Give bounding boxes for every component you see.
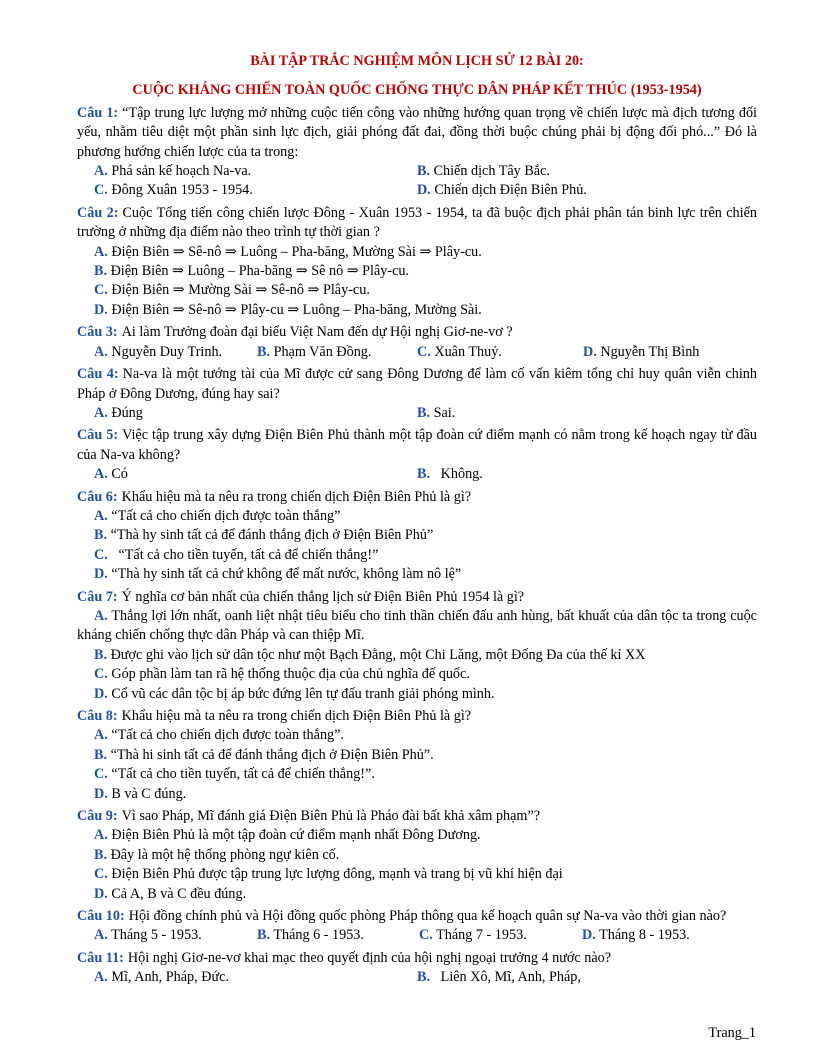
question-number: Câu 2: bbox=[77, 204, 119, 221]
option-a[interactable]: A. Điện Biên Phủ là một tập đoàn cứ điểm mạnh nhất Đông Dương. bbox=[94, 827, 481, 844]
question-11 bbox=[77, 949, 757, 988]
option-a[interactable]: A. Phá sản kế hoạch Na-va. bbox=[94, 163, 252, 180]
document-title: BÀI TẬP TRẮC NGHIỆM MÔN LỊCH SỬ 12 BÀI 20: bbox=[250, 53, 584, 69]
option-a[interactable]: A. Có bbox=[94, 466, 128, 483]
question-text: Khẩu hiệu mà ta nêu ra trong chiến dịch Điện Biên Phủ là gì? bbox=[121, 708, 472, 724]
question-number: Câu 3: bbox=[77, 324, 118, 341]
option-a[interactable]: A. “Tất cả cho chiến dịch được toàn thắng” bbox=[94, 507, 341, 524]
question-7 bbox=[77, 588, 757, 704]
option-a[interactable]: A. Điện Biên ⇒ Sê-nô ⇒ Luông – Pha-băng, Mường Sài ⇒ Plây-cu. bbox=[94, 243, 482, 260]
option-b[interactable]: B. Điện Biên ⇒ Luông – Pha-băng ⇒ Sê nô ⇒ Plây-cu. bbox=[94, 263, 410, 280]
option-c[interactable]: C. Tháng 7 - 1953. bbox=[419, 927, 527, 944]
question-text: Vì sao Pháp, Mĩ đánh giá Điện Biên Phủ là Pháo đài bất khả xâm phạm”? bbox=[121, 808, 541, 825]
option-d[interactable]: D. Cổ vũ các dân tộc bị áp bức đứng lên tự đấu tranh giải phóng mình. bbox=[94, 685, 495, 702]
question-5 bbox=[77, 426, 757, 484]
document-page bbox=[77, 52, 757, 991]
question-8 bbox=[77, 707, 757, 804]
option-d[interactable]: D. “Thà hy sinh tất cả chứ không để mất nước, không làm nô lệ” bbox=[94, 566, 462, 583]
question-text: Ý nghĩa cơ bản nhất của chiến thắng lịch sử Điện Biên Phủ 1954 là gì? bbox=[121, 588, 525, 605]
question-text: Cuộc Tổng tiến công chiến lược Đông - Xuân 1953 - 1954, ta đã buộc địch phải phân tán binh lực trên chiến trường ở những địa điểm nào theo trình tự thời gian ? bbox=[77, 204, 757, 241]
question-number: Câu 4: bbox=[77, 366, 119, 383]
option-c[interactable]: C. “Tất cả cho tiền tuyến, tất cả để chiến thắng!”. bbox=[94, 766, 375, 783]
question-number: Câu 8: bbox=[77, 708, 118, 724]
option-b[interactable]: B. Không. bbox=[417, 466, 483, 483]
option-b[interactable]: B. Chiến dịch Tây Bắc. bbox=[417, 163, 550, 180]
question-number: Câu 7: bbox=[77, 588, 118, 605]
option-a[interactable]: A. Tháng 5 - 1953. bbox=[94, 927, 202, 944]
option-d[interactable]: D. Cả A, B và C đều đúng. bbox=[94, 885, 247, 902]
question-4 bbox=[77, 365, 757, 423]
question-text: Hội nghị Giơ-ne-vơ khai mạc theo quyết định của hội nghị ngoại trưởng 4 nước nào? bbox=[127, 949, 612, 966]
option-c[interactable]: C. Xuân Thuỷ. bbox=[417, 343, 502, 360]
question-number: Câu 10: bbox=[77, 908, 125, 925]
question-1 bbox=[77, 104, 757, 201]
question-6 bbox=[77, 488, 757, 585]
question-text: Khẩu hiệu mà ta nêu ra trong chiến dịch Điện Biên Phủ là gì? bbox=[121, 488, 472, 505]
question-text: Na-va là một tướng tài của Mĩ được cử sang Đông Dương để làm cố vấn kiêm tổng chỉ huy quân viễn chinh Pháp ở Đông Dương, đúng hay sai? bbox=[77, 366, 757, 402]
option-a[interactable]: A. Thắng lợi lớn nhất, oanh liệt nhật tiêu biểu cho tinh thần chiến đấu anh hùng, bất khuất của dân tộc ta trong cuộc kháng chiến chống thực dân Pháp và can thiệp Mĩ. bbox=[77, 607, 757, 644]
option-d[interactable]: D. Nguyễn Thị Bình bbox=[583, 343, 700, 360]
question-number: Câu 5: bbox=[77, 427, 119, 444]
option-d[interactable]: D. Chiến dịch Điện Biên Phủ. bbox=[417, 182, 587, 199]
option-d[interactable]: D. Điện Biên ⇒ Sê-nô ⇒ Plây-cu ⇒ Luông – Pha-băng, Mường Sài. bbox=[94, 301, 482, 318]
question-text: “Tập trung lực lượng mở những cuộc tiến công vào những hướng quan trọng về chiến lược mà địch tương đối yếu, nhằm tiêu diệt một phần sinh lực địch, giải phóng đất đai, đồng thời buộc chúng phải bị động đối phó...” Đó là phương hướng chiến lược của ta trong: bbox=[77, 104, 757, 160]
option-b[interactable]: B. “Thà hi sinh tất cả để đánh thắng địch ở Điện Biên Phủ”. bbox=[94, 746, 434, 763]
option-a[interactable]: A. Nguyễn Duy Trinh. bbox=[94, 343, 223, 360]
question-2 bbox=[77, 204, 757, 320]
question-number: Câu 11: bbox=[77, 949, 124, 966]
document-subtitle: CUỘC KHÁNG CHIẾN TOÀN QUỐC CHỐNG THỰC DÂN PHÁP KẾT THÚC (1953-1954) bbox=[132, 82, 702, 99]
question-10 bbox=[77, 907, 757, 946]
question-number: Câu 9: bbox=[77, 808, 118, 825]
option-b[interactable]: B. Phạm Văn Đồng. bbox=[257, 343, 372, 360]
question-text: Hội đồng chính phủ và Hội đồng quốc phòng Pháp thông qua kế hoạch quân sự Na-va vào thời gian nào? bbox=[128, 908, 727, 925]
option-d[interactable]: D. Tháng 8 - 1953. bbox=[582, 927, 690, 944]
option-a[interactable]: A. Mĩ, Anh, Pháp, Đức. bbox=[94, 969, 229, 986]
question-3 bbox=[77, 323, 757, 362]
option-b[interactable]: B. Tháng 6 - 1953. bbox=[257, 927, 364, 944]
page-number: Trang_1 bbox=[708, 1025, 756, 1041]
option-b[interactable]: B. “Thà hy sinh tất cả để đánh thắng địch ở Điện Biên Phủ” bbox=[94, 527, 434, 544]
option-a[interactable]: A. Đúng bbox=[94, 404, 143, 421]
question-9 bbox=[77, 807, 757, 904]
question-number: Câu 6: bbox=[77, 488, 118, 505]
option-d[interactable]: D. B và C đúng. bbox=[94, 785, 187, 802]
option-b[interactable]: B. Đây là một hệ thống phòng ngự kiên cố. bbox=[94, 846, 340, 863]
option-b[interactable]: B. Được ghi vào lịch sử dân tộc như một Bạch Đằng, một Chi Lăng, một Đống Đa của thế kỉ XX bbox=[94, 646, 646, 663]
question-number: Câu 1: bbox=[77, 104, 119, 121]
option-c[interactable]: C. Điện Biên Phủ được tập trung lực lượng đông, mạnh và trang bị vũ khí hiện đại bbox=[94, 866, 563, 883]
option-c[interactable]: C. “Tất cả cho tiền tuyến, tất cả để chiến thắng!” bbox=[94, 546, 379, 563]
option-b[interactable]: B. Liên Xô, Mĩ, Anh, Pháp, bbox=[417, 969, 581, 986]
option-c[interactable]: C. Đông Xuân 1953 - 1954. bbox=[94, 182, 253, 199]
question-text: Việc tập trung xây dựng Điện Biên Phủ thành một tập đoàn cứ điểm mạnh có nằm trong kế hoạch ngay từ đầu của Na-va không? bbox=[77, 427, 757, 463]
option-c[interactable]: C. Điện Biên ⇒ Mường Sài ⇒ Sê-nô ⇒ Plây-cu. bbox=[94, 282, 370, 299]
option-b[interactable]: B. Sai. bbox=[417, 404, 456, 421]
option-c[interactable]: C. Góp phần làm tan rã hệ thống thuộc địa của chủ nghĩa đế quốc. bbox=[94, 666, 470, 683]
question-text: Ai làm Trưởng đoàn đại biểu Việt Nam đến dự Hội nghị Giơ-ne-vơ ? bbox=[121, 324, 513, 341]
option-a[interactable]: A. “Tất cả cho chiến dịch được toàn thắng”. bbox=[94, 727, 344, 744]
